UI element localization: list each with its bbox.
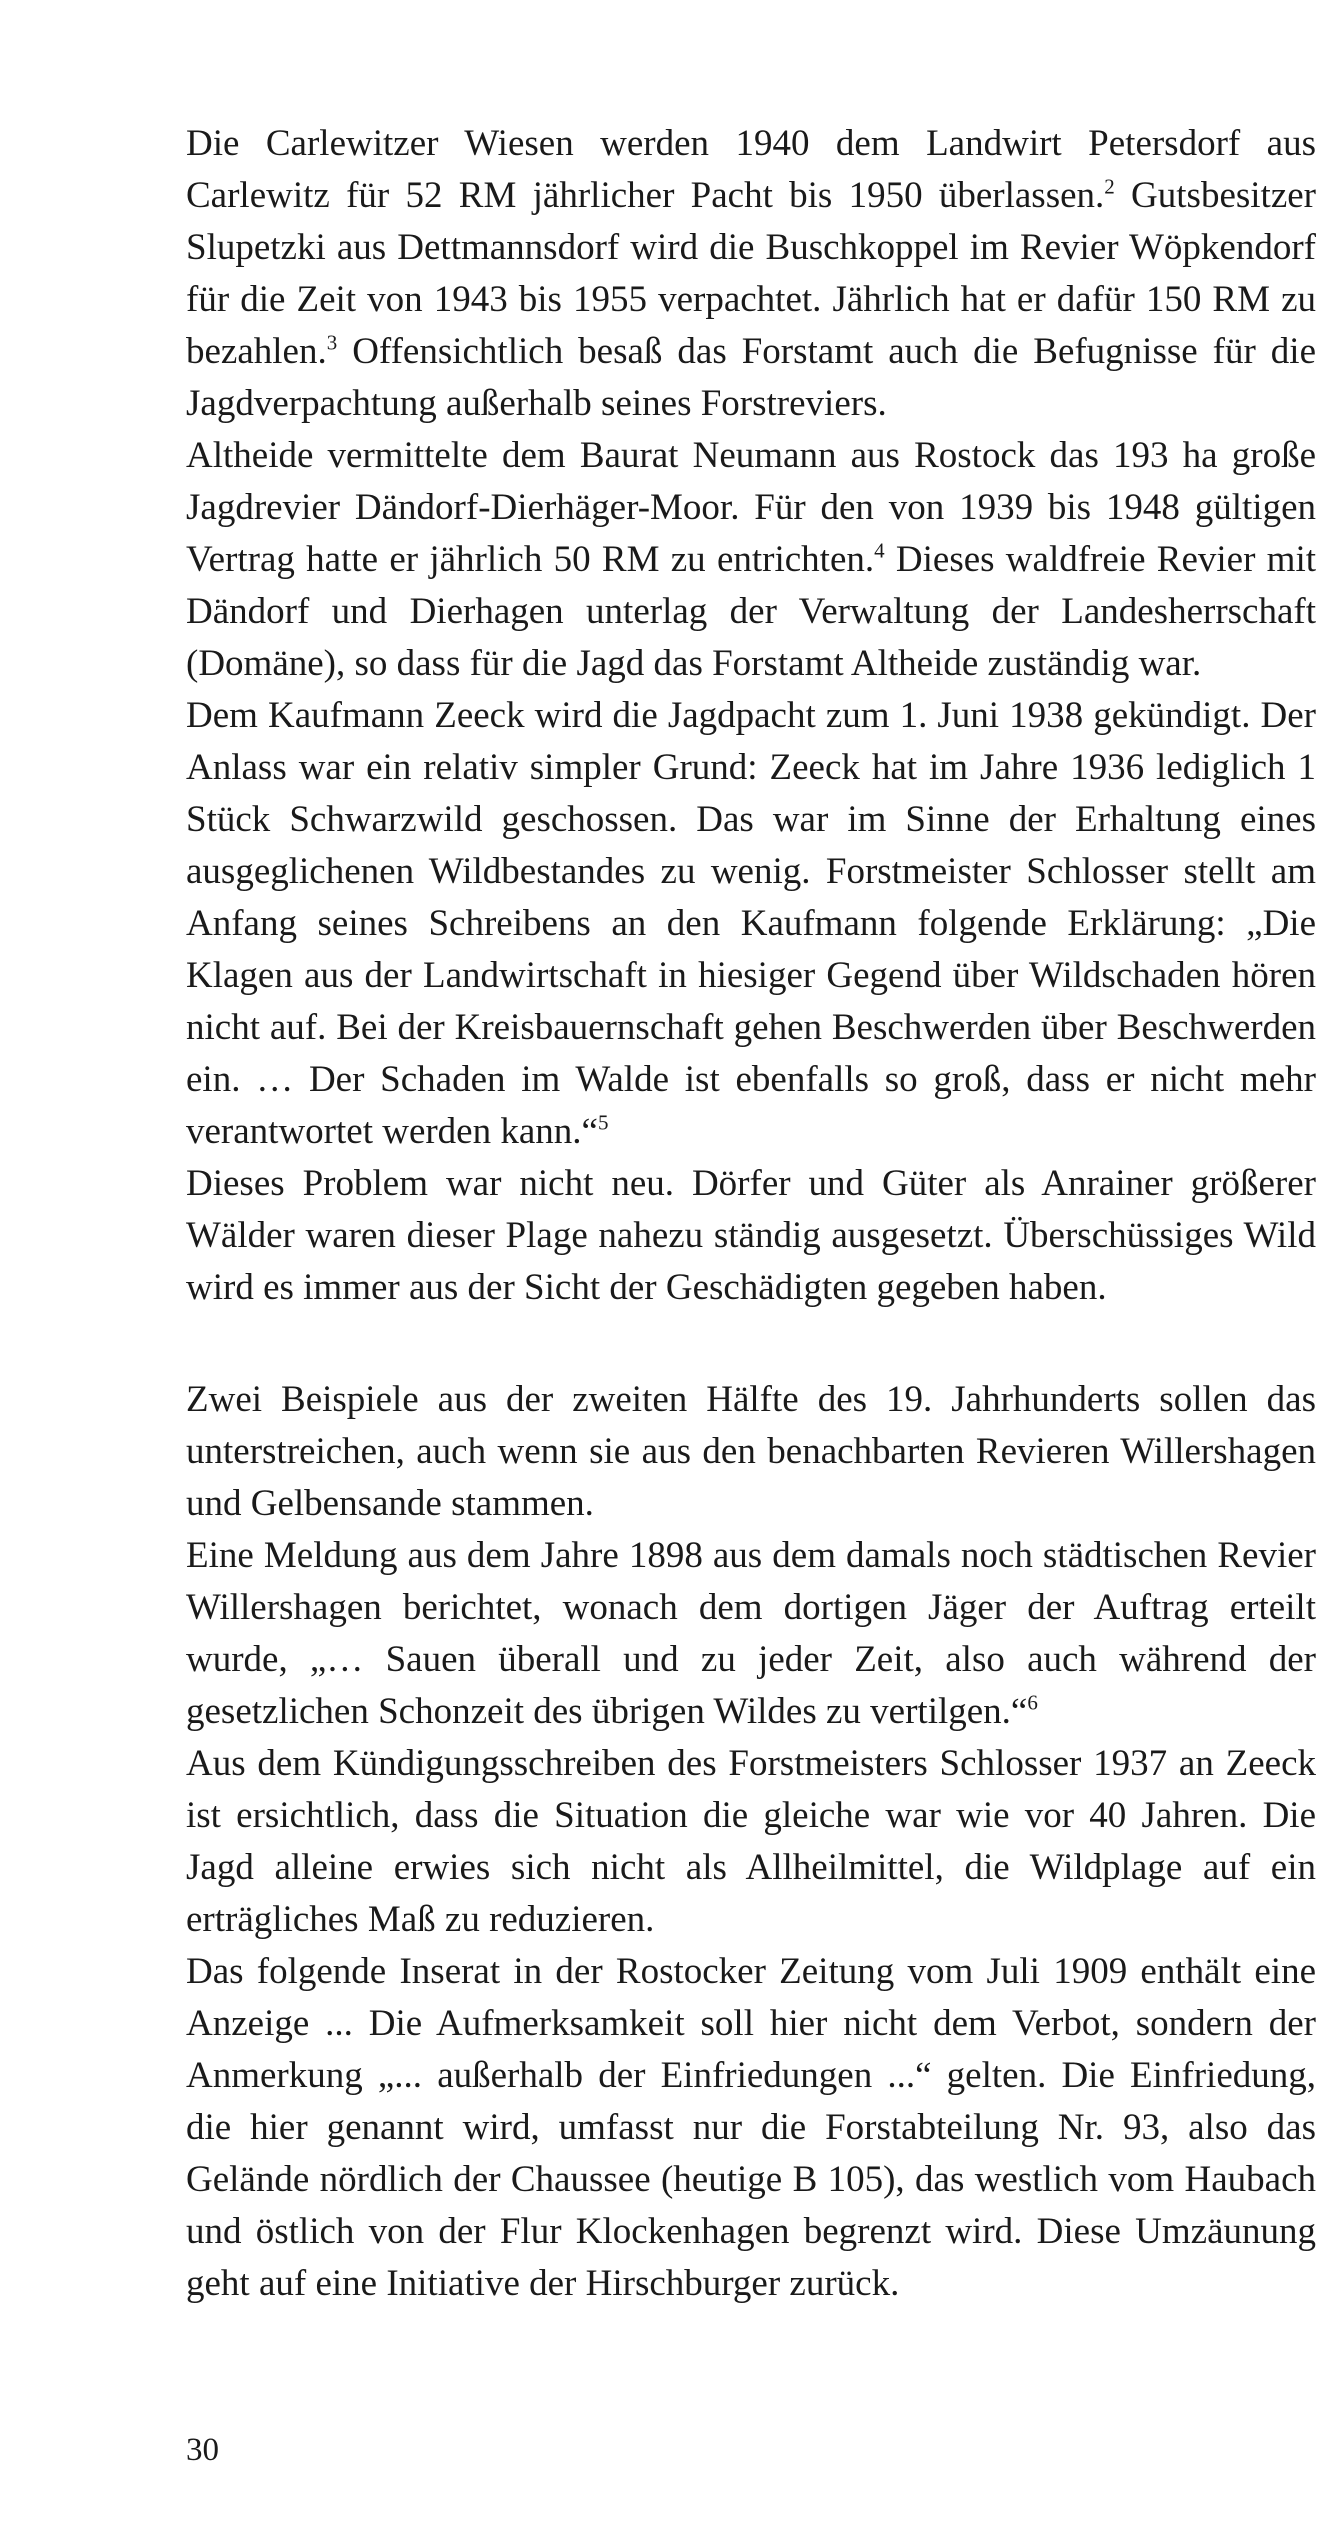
paragraph-3 — [186, 690, 1316, 1158]
paragraph-1-text-b: Gutsbesitzer Slupetzki aus Dettmannsdorf wird die Buschkoppel im Revier Wöpkendorf für die Zeit von 1943 bis 1955 verpachtet. Jährlich hat er dafür 150 RM zu bezahlen. — [186, 175, 1316, 372]
paragraph-2-text-b: Dieses waldfreie Revier mit Dändorf und Dierhagen unterlag der Verwaltung der Landesherrschaft (Domäne), so dass für die Jagd das Forstamt Altheide zuständig war. — [186, 539, 1317, 684]
paragraph-1-text-a: Die Carlewitzer Wiesen werden 1940 dem Landwirt Petersdorf aus Carlewitz für 52 RM jährlicher Pacht bis 1950 überlassen. — [186, 123, 1316, 216]
footnote-ref-3: 3 — [326, 330, 338, 355]
paragraph-8: Das folgende Inserat in der Rostocker Zeitung vom Juli 1909 enthält eine Anzeige ... Die Aufmerksamkeit soll hier nicht dem Verbot, sondern der Anmerkung „... außerhalb der Einfriedungen ...“ gelten. Die Einfriedung, die hier genannt wird, umfasst nur die Forstabteilung Nr. 93, also das Gelände nördlich der Chaussee (heutige B 105), das westlich vom Haubach und östlich von der Flur Klockenhagen begrenzt wird. Diese Umzäunung geht auf eine Initiative der Hirschburger zurück. — [186, 1951, 1316, 2304]
paragraph-6 — [186, 1530, 1316, 1738]
paragraph-1-text-c: Offensichtlich besaß das Forstamt auch die Befugnisse für die Jagdverpachtung außerhalb seines Forstreviers. — [186, 331, 1316, 424]
page-body — [186, 118, 1316, 2310]
footnote-ref-4: 4 — [874, 538, 885, 563]
paragraph-2 — [186, 430, 1316, 690]
paragraph-2-text-a: Altheide vermittelte dem Baurat Neumann aus Rostock das 193 ha große Jagdrevier Dändorf-Dierhäger-Moor. Für den von 1939 bis 1948 gültigen Vertrag hatte er jährlich 50 RM zu entrichten. — [186, 435, 1316, 580]
paragraph-3-text-a: Dem Kaufmann Zeeck wird die Jagdpacht zum 1. Juni 1938 gekündigt. Der Anlass war ein relativ simpler Grund: Zeeck hat im Jahre 1936 lediglich 1 Stück Schwarzwild geschossen. Das war im Sinne der Erhaltung eines ausgeglichenen Wildbestandes zu wenig. Forstmeister Schlosser stellt am Anfang seines Schreibens an den Kaufmann folgende Erklärung: „Die Klagen aus der Landwirtschaft in hiesiger Gegend über Wildschaden hören nicht auf. Bei der Kreisbauernschaft gehen Beschwerden über Beschwerden ein. … Der Schaden im Walde ist ebenfalls so groß, dass er nicht mehr verantwortet werden kann.“ — [186, 695, 1316, 1152]
paragraph-5: Zwei Beispiele aus der zweiten Hälfte des 19. Jahrhunderts sollen das unterstreichen, auch wenn sie aus den benachbarten Revieren Willershagen und Gelbensande stammen. — [186, 1379, 1316, 1524]
paragraph-4: Dieses Problem war nicht neu. Dörfer und Güter als Anrainer größerer Wälder waren dieser Plage nahezu ständig ausgesetzt. Überschüssiges Wild wird es immer aus der Sicht der Geschädigten gegeben haben. — [186, 1163, 1316, 1308]
paragraph-6-text-a: Eine Meldung aus dem Jahre 1898 aus dem damals noch städtischen Revier Willershagen berichtet, wonach dem dortigen Jäger der Auftrag erteilt wurde, „… Sauen überall und zu jeder Zeit, also auch während der gesetzlichen Schonzeit des übrigen Wildes zu vertilgen.“ — [186, 1535, 1316, 1732]
footnote-ref-5: 5 — [597, 1110, 609, 1135]
paragraph-1 — [186, 118, 1316, 430]
footnote-ref-6: 6 — [1027, 1690, 1038, 1715]
section-gap — [186, 1314, 1316, 1374]
page-number: 30 — [186, 2432, 219, 2468]
paragraph-7: Aus dem Kündigungsschreiben des Forstmeisters Schlosser 1937 an Zeeck ist ersichtlich, dass die Situation die gleiche war wie vor 40 Jahren. Die Jagd alleine erwies sich nicht als Allheilmittel, die Wildplage auf ein erträgliches Maß zu reduzieren. — [186, 1743, 1316, 1940]
footnote-ref-2: 2 — [1104, 174, 1115, 199]
